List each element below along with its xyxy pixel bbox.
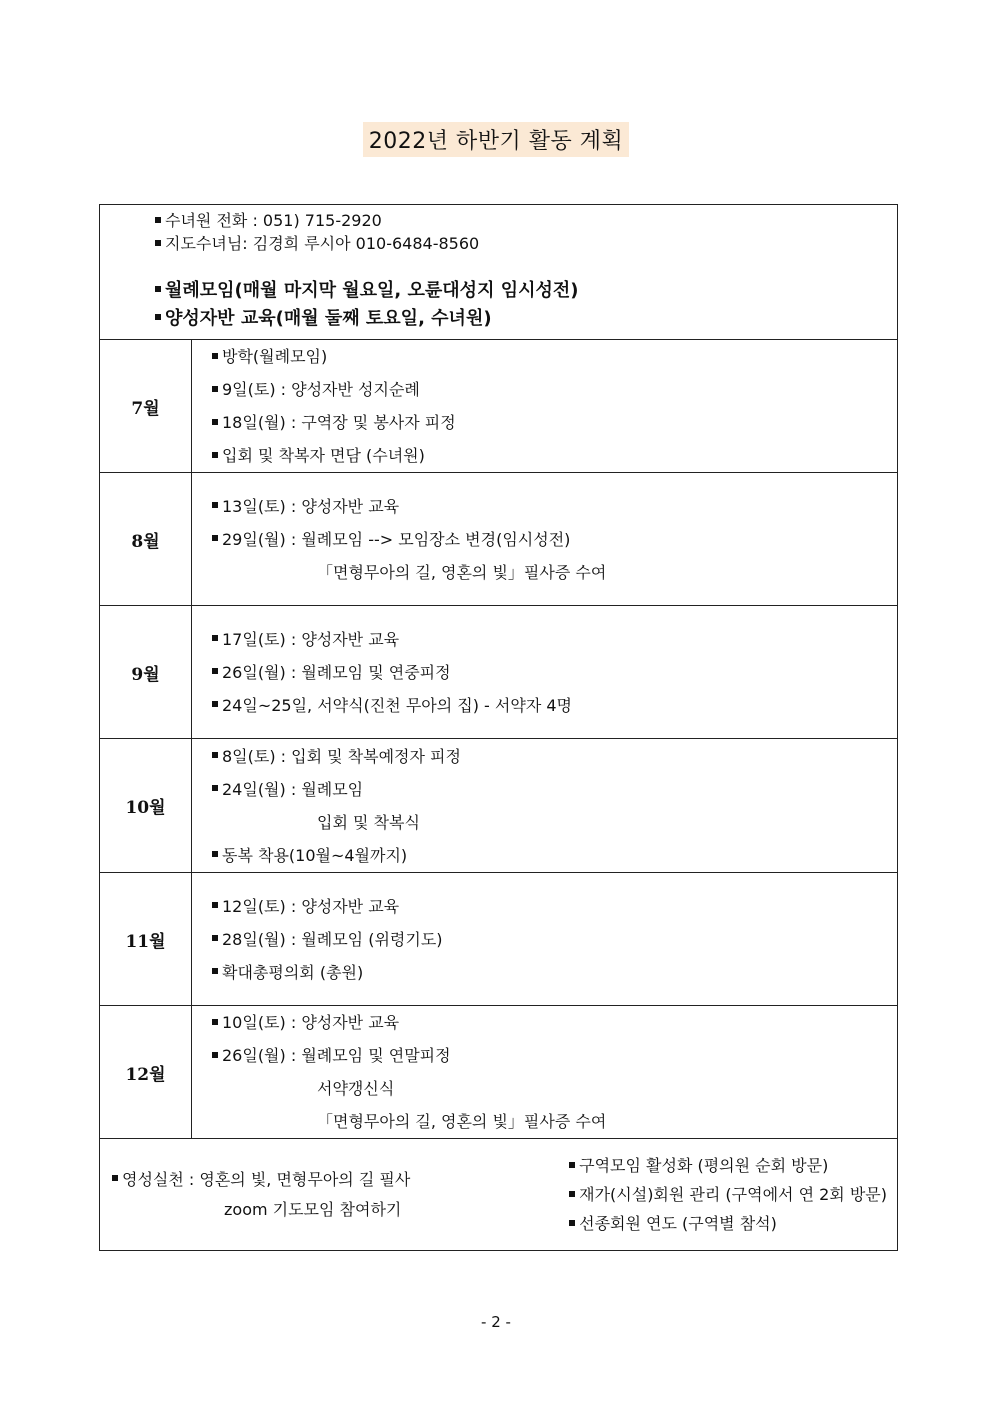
square-bullet-icon (212, 419, 218, 425)
month-items (192, 739, 898, 873)
month-row-september (100, 606, 898, 739)
activity-text: 서약갱신식 (317, 1079, 395, 1098)
title-wrap (0, 122, 992, 157)
activity-text: 확대총평의회 (총원) (222, 962, 364, 982)
header-bold-line (155, 277, 897, 305)
activity-item (212, 806, 897, 839)
square-bullet-icon (212, 935, 218, 941)
square-bullet-icon (112, 1175, 118, 1181)
square-bullet-icon (212, 535, 218, 541)
month-row-november (100, 873, 898, 1006)
activity-text: 「면형무아의 길, 영혼의 빛」필사증 수여 (317, 1112, 607, 1131)
square-bullet-icon (155, 314, 161, 320)
activity-text: 24일~25일, 서약식(진천 무아의 집) - 서약자 4명 (222, 695, 573, 715)
month-row-december (100, 1006, 898, 1139)
square-bullet-icon (212, 902, 218, 908)
month-row-october (100, 739, 898, 873)
activity-text: 「면형무아의 길, 영혼의 빛」필사증 수여 (317, 562, 607, 582)
month-items (192, 473, 898, 606)
month-row-august (100, 473, 898, 606)
square-bullet-icon (212, 851, 218, 857)
activity-item (212, 1105, 897, 1138)
activity-plan-table (99, 204, 898, 1251)
activity-item (212, 340, 897, 373)
activity-item (212, 890, 897, 923)
month-label: 12월 (100, 1006, 192, 1139)
footer-left-line: 영성실천 : 영혼의 빛, 면형무아의 길 필사 (122, 1169, 411, 1189)
activity-text: 방학(월례모임) (222, 347, 328, 366)
activity-item (212, 490, 897, 523)
activity-text: 29일(월) : 월례모임 --> 모임장소 변경(임시성전) (222, 529, 571, 549)
month-label: 8월 (100, 473, 192, 606)
activity-item (212, 1072, 897, 1105)
activity-item (212, 740, 897, 773)
header-row (100, 205, 898, 340)
square-bullet-icon (212, 386, 218, 392)
square-bullet-icon (212, 452, 218, 458)
activity-item (212, 956, 897, 989)
activity-item (212, 1006, 897, 1039)
activity-item (212, 439, 897, 472)
activity-text: 입회 및 착복자 면담 (수녀원) (222, 446, 425, 465)
month-label: 7월 (100, 340, 192, 473)
activity-text: 17일(토) : 양성자반 교육 (222, 629, 400, 649)
square-bullet-icon (155, 217, 161, 223)
footer-right-item: 구역모임 활성화 (평의원 순회 방문) (579, 1156, 829, 1175)
page-title: 2022년 하반기 활동 계획 (363, 122, 629, 157)
footer-right-item: 재가(시설)회원 관리 (구역에서 연 2회 방문) (579, 1185, 887, 1204)
director-contact: 지도수녀님: 김경희 루시아 010-6484-8560 (165, 234, 480, 253)
activity-text: 8일(토) : 입회 및 착복예정자 피정 (222, 746, 461, 766)
footer-spiritual-practice (112, 1165, 410, 1225)
month-row-july (100, 340, 898, 473)
square-bullet-icon (212, 1019, 218, 1025)
square-bullet-icon (212, 635, 218, 641)
footer-right-item: 선종회원 연도 (구역별 참석) (579, 1214, 777, 1233)
header-line (155, 232, 897, 255)
activity-text: 입회 및 착복식 (317, 812, 420, 832)
footer-left-line: zoom 기도모임 참여하기 (224, 1199, 402, 1219)
square-bullet-icon (212, 668, 218, 674)
footer-row (100, 1139, 898, 1251)
header-bold-line (155, 305, 897, 333)
activity-item (212, 623, 897, 656)
activity-item (212, 406, 897, 439)
square-bullet-icon (212, 701, 218, 707)
activity-item (212, 656, 897, 689)
square-bullet-icon (212, 752, 218, 758)
square-bullet-icon (569, 1191, 575, 1197)
month-label: 11월 (100, 873, 192, 1006)
square-bullet-icon (155, 286, 161, 292)
footer-right-list (569, 1151, 887, 1238)
month-items (192, 1006, 898, 1139)
activity-item (212, 839, 897, 872)
training-info: 양성자반 교육(매월 둘째 토요일, 수녀원) (165, 308, 492, 329)
activity-text: 9일(토) : 양성자반 성지순례 (222, 380, 420, 399)
activity-text: 10일(토) : 양성자반 교육 (222, 1013, 400, 1032)
activity-item (212, 773, 897, 806)
activity-text: 13일(토) : 양성자반 교육 (222, 496, 400, 516)
header-cell (100, 205, 898, 340)
square-bullet-icon (212, 968, 218, 974)
activity-text: 12일(토) : 양성자반 교육 (222, 896, 400, 916)
activity-item (212, 923, 897, 956)
square-bullet-icon (212, 1052, 218, 1058)
activity-item (212, 689, 897, 722)
activity-item (212, 523, 897, 556)
activity-text: 24일(월) : 월례모임 (222, 779, 364, 799)
page-number: - 2 - (481, 1313, 511, 1331)
month-items (192, 340, 898, 473)
square-bullet-icon (569, 1162, 575, 1168)
convent-phone: 수녀원 전화 : 051) 715-2920 (165, 211, 382, 230)
month-items (192, 873, 898, 1006)
square-bullet-icon (212, 353, 218, 359)
activity-item (212, 373, 897, 406)
square-bullet-icon (212, 502, 218, 508)
month-items (192, 606, 898, 739)
activity-text: 26일(월) : 월례모임 및 연말피정 (222, 1046, 451, 1065)
square-bullet-icon (212, 785, 218, 791)
footer-cell (100, 1139, 898, 1251)
month-label: 10월 (100, 739, 192, 873)
monthly-meeting-info: 월례모임(매월 마지막 월요일, 오륜대성지 임시성전) (165, 280, 579, 301)
activity-text: 28일(월) : 월례모임 (위령기도) (222, 929, 443, 949)
activity-text: 동복 착용(10월~4월까지) (222, 845, 408, 865)
activity-text: 26일(월) : 월례모임 및 연중피정 (222, 662, 451, 682)
square-bullet-icon (569, 1220, 575, 1226)
month-label: 9월 (100, 606, 192, 739)
activity-item (212, 556, 897, 589)
activity-text: 18일(월) : 구역장 및 봉사자 피정 (222, 413, 456, 432)
square-bullet-icon (155, 240, 161, 246)
activity-item (212, 1039, 897, 1072)
header-line (155, 209, 897, 232)
